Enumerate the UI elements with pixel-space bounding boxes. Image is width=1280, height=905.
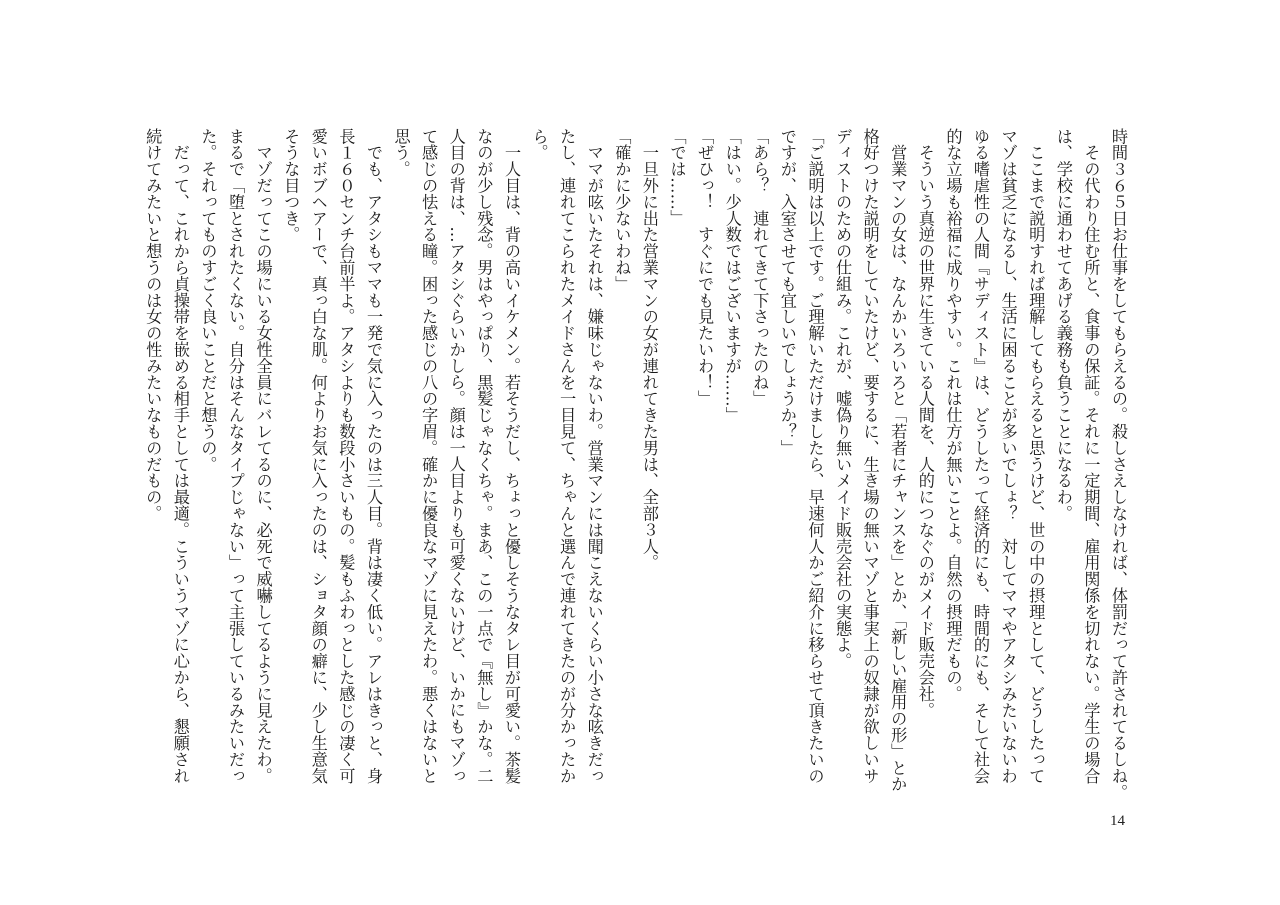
text-line: 「ご説明は以上です。ご理解いただけましたら、早速何人かご紹介に移らせて頂きたいの [805, 128, 825, 784]
text-line: 一人目は、背の高いイケメン。若そうだし、ちょっと優しそうなタレ目が可愛い。茶髪 [501, 128, 521, 784]
text-line: たし、連れてこられたメイドさんを一目見て、ちゃんと選んで連れてきたのが分かったか [557, 128, 577, 784]
text-line: ですが、入室させても宜しいでしょうか？」 [777, 128, 797, 456]
text-line: 「あら？ 連れてきて下さったのね」 [750, 128, 770, 407]
text-line: その代わり住む所と、食事の保証。それに一定期間、雇用関係を切れない。学生の場合 [1081, 128, 1101, 784]
vertical-text-body [139, 128, 1132, 828]
text-line: 「では……」 [667, 128, 687, 227]
text-line: は、学校に通わせてあげる義務も負うことになるわ。 [1053, 128, 1073, 522]
text-line: そういう真逆の世界に生きている人間を、人的につなぐのがメイド販売会社。 [915, 128, 935, 719]
text-line: 営業マンの女は、なんかいろいろと「若者にチャンスを」とか、「新しい雇用の形」とか [888, 128, 908, 793]
text-line: ママが呟いたそれは、嫌味じゃないわ。営業マンには聞こえないくらい小さな呟きだっ [584, 128, 604, 784]
text-line: ディストのための仕組み。これが、嘘偽り無いメイド販売会社の実態よ。 [833, 128, 853, 670]
text-line: た。それってものすごく良いことだと想うの。 [198, 128, 218, 473]
text-line: 的な立場も裕福に成りやすい。これは仕方が無いことよ。自然の摂理だもの。 [943, 128, 963, 702]
text-line: ら。 [529, 128, 549, 161]
text-line: 続けてみたいと想うのは女の性みたいなものだもの。 [143, 128, 163, 522]
text-line: 「ぜひっ！ すぐにでも見たいわ！」 [695, 128, 715, 407]
text-line: て感じの怯える瞳。困った感じの八の字眉。確かに優良なマゾに見えたわ。悪くはないと [419, 128, 439, 784]
text-line: なのが少し残念。男はやっぱり、黒髪じゃなくちゃ。まあ、この一点で『無し』かな。二 [474, 128, 494, 784]
page-number: 14 [1110, 813, 1125, 829]
text-line: 愛いボブヘアーで、真っ白な肌。何よりお気に入ったのは、ショタ顔の癖に、少し生意気 [308, 128, 328, 784]
text-line: 思う。 [391, 128, 411, 178]
text-line: 一旦外に出た営業マンの女が連れてきた男は、全部３人。 [639, 128, 659, 571]
text-line: だって、これから貞操帯を嵌める相手としては最適。こういうマゾに心から、懇願され [170, 128, 190, 784]
text-line: マゾだってこの場にいる女性全員にバレてるのに、必死で威嚇してるように見えたわ。 [253, 128, 273, 784]
text-line: 時間３６５日お仕事をしてもらえるの。殺しさえしなければ、体罰だって許されてるしね。 [1109, 128, 1128, 801]
text-line: でも、アタシもママも一発で気に入ったのは三人目。背は凄く低い。アレはきっと、身 [363, 128, 383, 784]
text-line: 人目の背は、…アタシぐらいかしら。顔は一人目よりも可愛くないけど、いかにもマゾっ [446, 128, 466, 784]
text-line: 長１６０センチ台前半よ。アタシよりも数段小さいもの。髪もふわっとした感じの凄く可 [336, 128, 356, 784]
text-line: マゾは貧乏になるし、生活に困ることが多いでしょ？ 対してママやアタシみたいないわ [998, 128, 1018, 784]
text-line: まるで「堕とされたくない。自分はそんなタイプじゃない」って主張しているみたいだっ [226, 128, 245, 784]
text-line: 格好つけた説明をしていたけど、要するに、生き場の無いマゾと事実上の奴隷が欲しいサ [860, 128, 880, 784]
text-line: ここまで説明すれば理解してもらえると思うけど、世の中の摂理として、どうしたって [1026, 128, 1046, 784]
text-line: ゆる嗜虐性の人間『サディスト』は、どうしたって経済的にも、時間的にも、そして社会 [971, 128, 991, 784]
text-line: 「確かに少ないわね」 [612, 128, 632, 292]
text-line: 「はい。少人数ではございますが……」 [722, 128, 742, 424]
text-line: そうな目つき。 [281, 128, 301, 243]
